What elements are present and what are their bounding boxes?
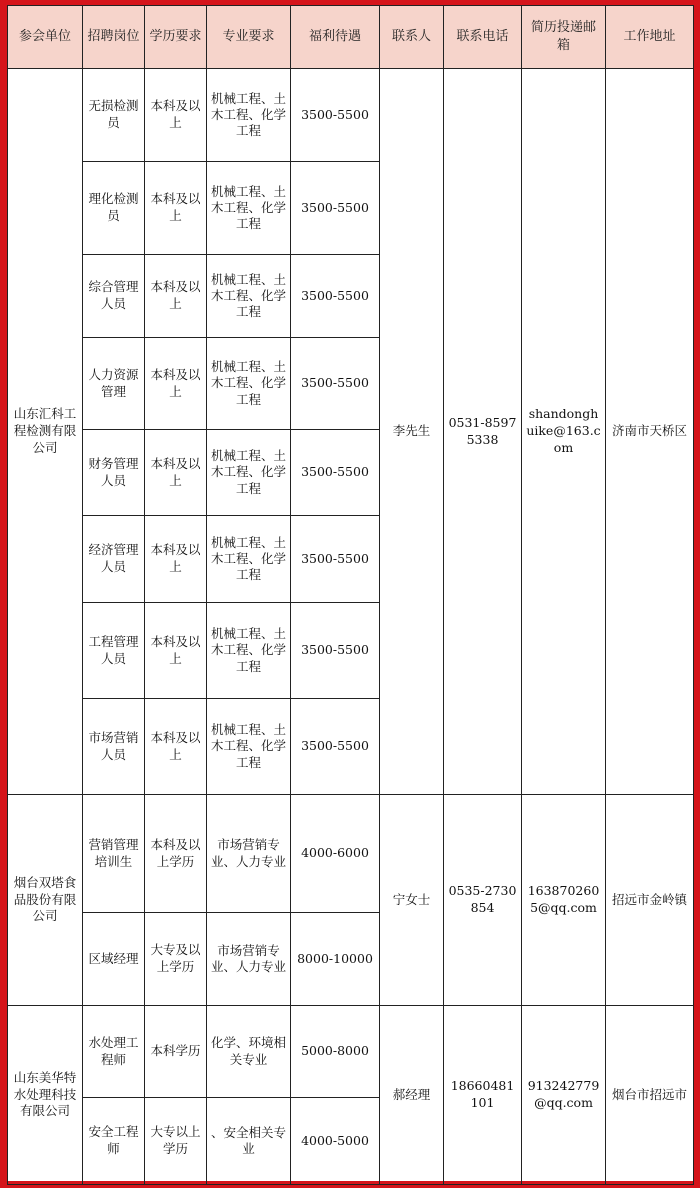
job-education: 大专及以上学历 xyxy=(145,913,207,1006)
job-salary: 5000-8000 xyxy=(291,1006,380,1098)
header-row xyxy=(8,6,694,69)
job-major: 机械工程、土木工程、化学工程 xyxy=(207,603,291,699)
header-education: 学历要求 xyxy=(145,6,207,69)
job-major: 机械工程、土木工程、化学工程 xyxy=(207,430,291,516)
resume-email[interactable]: shandonghuike@163.com xyxy=(522,69,606,795)
resume-email[interactable]: 1638702605@qq.com xyxy=(522,795,606,1006)
job-education: 本科学历 xyxy=(145,1006,207,1098)
job-salary: 3500-5500 xyxy=(291,338,380,430)
job-salary: 3500-5500 xyxy=(291,603,380,699)
document-frame xyxy=(7,5,693,1181)
job-salary: 3500-5500 xyxy=(291,69,380,162)
resume-email[interactable]: 913242779@qq.com xyxy=(522,1006,606,1185)
job-major: 机械工程、土木工程、化学工程 xyxy=(207,162,291,255)
job-education: 本科及以上 xyxy=(145,162,207,255)
job-position: 水处理工程师 xyxy=(83,1006,145,1098)
company-name: 烟台双塔食品股份有限公司 xyxy=(8,795,83,1006)
header-contact: 联系人 xyxy=(380,6,444,69)
job-position: 经济管理人员 xyxy=(83,516,145,603)
job-position: 无损检测员 xyxy=(83,69,145,162)
job-education: 本科及以上 xyxy=(145,603,207,699)
header-position: 招聘岗位 xyxy=(83,6,145,69)
job-education: 本科及以上 xyxy=(145,430,207,516)
job-major: 机械工程、土木工程、化学工程 xyxy=(207,69,291,162)
company-name: 山东美华特水处理科技有限公司 xyxy=(8,1006,83,1185)
job-major: 、安全相关专业 xyxy=(207,1098,291,1185)
job-major: 机械工程、土木工程、化学工程 xyxy=(207,699,291,795)
job-salary: 3500-5500 xyxy=(291,255,380,338)
job-salary: 8000-10000 xyxy=(291,913,380,1006)
header-salary: 福利待遇 xyxy=(291,6,380,69)
recruitment-table xyxy=(7,5,694,1185)
contact-person: 郝经理 xyxy=(380,1006,444,1185)
job-education: 本科及以上 xyxy=(145,255,207,338)
company-name: 山东汇科工程检测有限公司 xyxy=(8,69,83,795)
job-salary: 4000-5000 xyxy=(291,1098,380,1185)
header-major: 专业要求 xyxy=(207,6,291,69)
contact-phone: 0535-2730854 xyxy=(444,795,522,1006)
header-email: 简历投递邮箱 xyxy=(522,6,606,69)
job-major: 机械工程、土木工程、化学工程 xyxy=(207,338,291,430)
contact-phone: 18660481101 xyxy=(444,1006,522,1185)
job-major: 机械工程、土木工程、化学工程 xyxy=(207,255,291,338)
header-address: 工作地址 xyxy=(606,6,694,69)
job-salary: 3500-5500 xyxy=(291,516,380,603)
job-education: 本科及以上 xyxy=(145,338,207,430)
job-position: 人力资源管理 xyxy=(83,338,145,430)
job-education: 本科及以上 xyxy=(145,69,207,162)
job-salary: 3500-5500 xyxy=(291,162,380,255)
job-position: 安全工程师 xyxy=(83,1098,145,1185)
work-address: 济南市天桥区 xyxy=(606,69,694,795)
job-position: 区域经理 xyxy=(83,913,145,1006)
job-position: 工程管理人员 xyxy=(83,603,145,699)
contact-person: 宁女士 xyxy=(380,795,444,1006)
table-row xyxy=(8,69,694,162)
contact-person: 李先生 xyxy=(380,69,444,795)
job-position: 市场营销人员 xyxy=(83,699,145,795)
job-major: 机械工程、土木工程、化学工程 xyxy=(207,516,291,603)
job-salary: 3500-5500 xyxy=(291,430,380,516)
table-row xyxy=(8,1006,694,1098)
job-position: 理化检测员 xyxy=(83,162,145,255)
header-company: 参会单位 xyxy=(8,6,83,69)
contact-phone: 0531-85975338 xyxy=(444,69,522,795)
job-education: 本科及以上学历 xyxy=(145,795,207,913)
job-major: 化学、环境相关专业 xyxy=(207,1006,291,1098)
job-position: 财务管理人员 xyxy=(83,430,145,516)
job-salary: 3500-5500 xyxy=(291,699,380,795)
work-address: 招远市金岭镇 xyxy=(606,795,694,1006)
job-education: 本科及以上 xyxy=(145,516,207,603)
header-phone: 联系电话 xyxy=(444,6,522,69)
job-education: 大专以上学历 xyxy=(145,1098,207,1185)
job-salary: 4000-6000 xyxy=(291,795,380,913)
table-row xyxy=(8,795,694,913)
job-position: 营销管理培训生 xyxy=(83,795,145,913)
job-education: 本科及以上 xyxy=(145,699,207,795)
job-position: 综合管理人员 xyxy=(83,255,145,338)
job-major: 市场营销专业、人力专业 xyxy=(207,795,291,913)
work-address: 烟台市招远市 xyxy=(606,1006,694,1185)
job-major: 市场营销专业、人力专业 xyxy=(207,913,291,1006)
